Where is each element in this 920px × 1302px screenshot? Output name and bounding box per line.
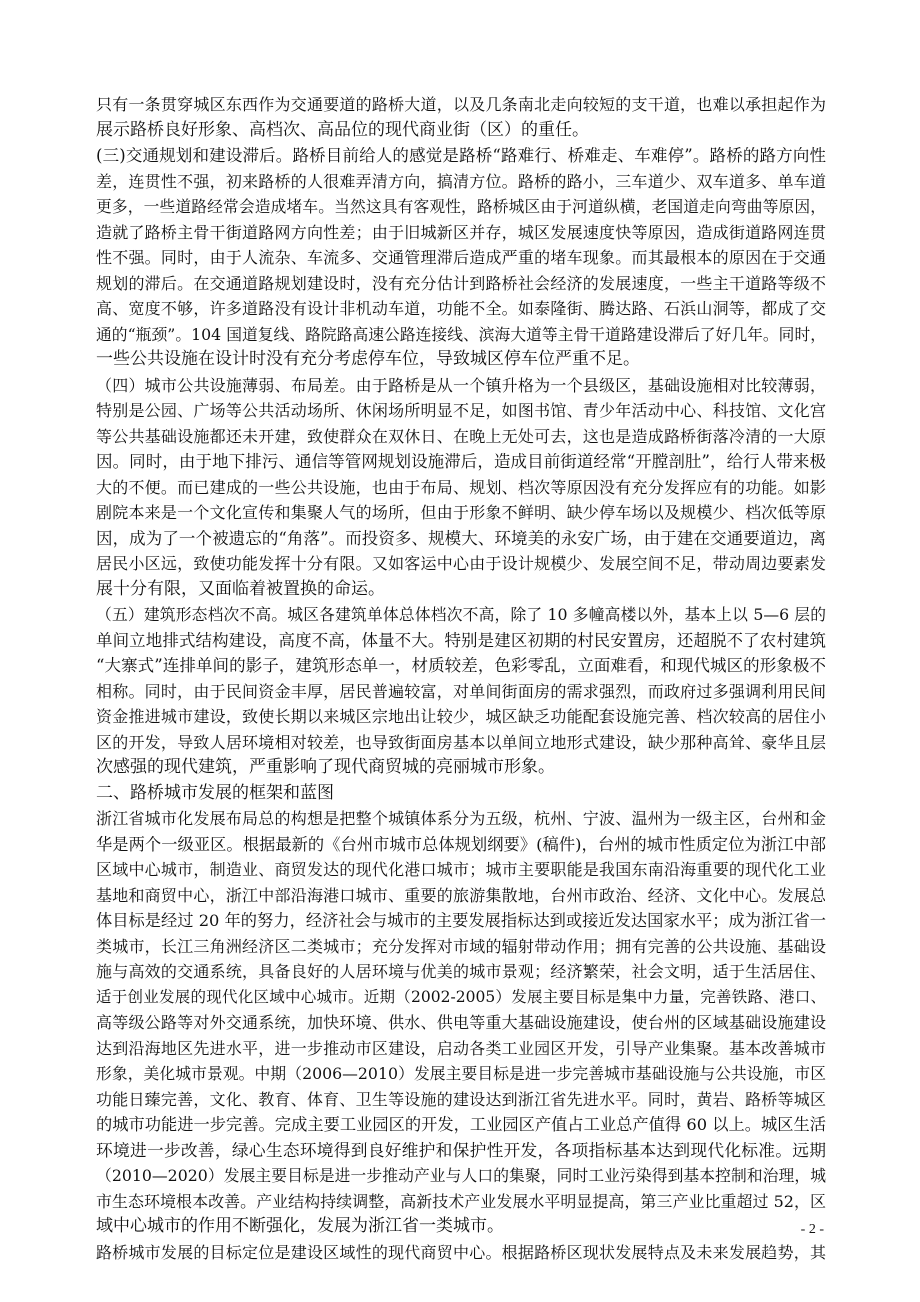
text-line: 环境进一步改善，绿心生态环境得到良好维护和保护性开发，各项指标基本达到现代化标准。远期: [96, 1139, 826, 1160]
text-line: 造就了路桥主骨干街道路网方向性差；由于旧城新区并存，城区发展速度快等原因，造成街道路网连贯: [96, 222, 826, 242]
text-line: 展示路桥良好形象、高档次、高品位的现代商业街（区）的重任。: [96, 119, 589, 140]
text-line: 展十分有限，又面临着被置换的命运。: [96, 578, 385, 599]
text-line: 高等级公路等对外交通系统，加快环境、供水、供电等重大基础设施建设，使台州的区域基础设施建设: [96, 1013, 826, 1032]
text-line: （五）建筑形态档次不高。城区各建筑单体总体档次不高，除了 10 多幢高楼以外，基本上以 5—6 层的: [96, 605, 826, 624]
text-line: (三)交通规划和建设滞后。路桥目前给人的感觉是路桥“路难行、桥难走、车难停”。路桥的路方向性: [96, 146, 826, 165]
text-line: 高、宽度不够，许多道路没有设计非机动车道，功能不全。如泰隆街、腾达路、石浜山洞等，都成了交: [96, 299, 826, 318]
text-line: 差，连贯性不强，初来路桥的人很难弄清方向，搞清方位。路桥的路小，三车道少、双车道多、单车道: [96, 171, 826, 191]
text-line: 单间立地排式结构建设，高度不高，体量不大。特别是建区初期的村民安置房，还超脱不了农村建筑: [96, 630, 826, 650]
text-line: 华是两个一级亚区。根据最新的《台州市城市总体规划纲要》(稿件)，台州的城市性质定位为浙江中部: [96, 834, 826, 854]
text-line: 域中心城市的作用不断强化，发展为浙江省一类城市。: [96, 1216, 504, 1236]
text-line: 二、路桥城市发展的框架和蓝图: [96, 782, 334, 803]
text-line: 区域中心城市，制造业、商贸发达的现代化港口城市；城市主要职能是我国东南沿海重要的现代化工业: [96, 860, 826, 879]
text-line: 体目标是经过 20 年的努力，经济社会与城市的主要发展指标达到或接近发达国家水平；成为浙江省一: [96, 911, 826, 930]
text-line: “大寨式”连排单间的影子，建筑形态单一，材质较差，色彩零乱，立面难看，和现代城区的形象极不: [96, 656, 826, 675]
text-line: 一些公共设施在设计时没有充分考虑停车位，导致城区停车位严重不足。: [96, 349, 640, 369]
text-line: 类城市，长江三角洲经济区二类城市；充分发挥对市域的辐射带动作用；拥有完善的公共设施、基础设: [96, 936, 826, 956]
text-line: 更多，一些道路经常会造成堵车。当然这具有客观性，路桥城区由于河道纵横，老国道走向弯曲等原因，: [96, 197, 826, 216]
text-line: 基地和商贸中心，浙江中部沿海港口城市、重要的旅游集散地，台州市政治、经济、文化中心。发展总: [96, 885, 826, 905]
text-line: 因，成为了一个被遗忘的“角落”。而投资多、规模大、环境美的永安广场，由于建在交通要道边，离: [96, 528, 826, 548]
text-line: 特别是公园、广场等公共活动场所、休闲场所明显不足，如图书馆、青少年活动中心、科技馆、文化宫: [96, 401, 826, 420]
text-line: 性不强。同时，由于人流杂、车流多、交通管理滞后造成严重的堵车现象。而其最根本的原因在于交通: [96, 248, 826, 267]
text-line: （2010—2020）发展主要目标是进一步推动产业与人口的集聚，同时工业污染得到基本控制和治理，城: [96, 1166, 826, 1185]
text-line: 因。同时，由于地下排污、通信等管网规划设施滞后，造成目前街道经常“开膛剖肚”，给行人带来极: [96, 452, 826, 471]
text-line: 施与高效的交通系统，具备良好的人居环境与优美的城市景观；经济繁荣，社会文明，适于生活居住、: [96, 962, 826, 981]
text-line: 等公共基础设施都还未开建，致使群众在双休日、在晚上无处可去，这也是造成路桥街落冷清的一大原: [96, 426, 826, 446]
text-line: （四）城市公共设施薄弱、布局差。由于路桥是从一个镇升格为一个县级区，基础设施相对比较薄弱，: [96, 375, 826, 395]
text-line: 通的“瓶颈”。104 国道复线、路院路高速公路连接线、滨海大道等主骨干道路建设滞后了好几年。同时，: [96, 324, 826, 344]
page-number: - 2 -: [800, 1222, 824, 1237]
text-line: 剧院本来是一个文化宣传和集聚人气的场所，但由于形象不鲜明、缺少停车场以及规模少、档次低等原: [96, 503, 826, 522]
text-line: 市生态环境根本改善。产业结构持续调整，高新技术产业发展水平明显提高，第三产业比重超过 52，区: [96, 1191, 826, 1211]
text-line: 居民小区远，致使功能发挥十分有限。又如客运中心由于设计规模少、发展空间不足，带动周边要素发: [96, 554, 826, 573]
text-line: 达到沿海地区先进水平，进一步推动市区建设，启动各类工业园区开发，引导产业集聚。基本改善城市: [96, 1038, 826, 1058]
document-body: [96, 92, 826, 1265]
text-line: 浙江省城市化发展布局总的构想是把整个城镇体系分为五级，杭州、宁波、温州为一级主区，台州和金: [96, 809, 826, 828]
text-line: 规划的滞后。在交通道路规划建设时，没有充分估计到路桥社会经济的发展速度，一些主干道路等级不: [96, 273, 826, 293]
text-line: 相称。同时，由于民间资金丰厚，居民普遍较富，对单间街面房的需求强烈，而政府过多强调利用民间: [96, 681, 826, 701]
text-line: 适于创业发展的现代化区域中心城市。近期（2002-2005）发展主要目标是集中力量，完善铁路、港口、: [96, 987, 826, 1006]
text-line: 大的不便。而已建成的一些公共设施，也由于布局、规划、档次等原因没有充分发挥应有的功能。如影: [96, 477, 826, 497]
text-line: 形象，美化城市景观。中期（2006—2010）发展主要目标是进一步完善城市基础设施与公共设施，市区: [96, 1064, 826, 1083]
text-line: 区的开发，导致人居环境相对较差，也导致街面房基本以单间立地形式建设，缺少那种高耸、豪华且层: [96, 732, 826, 752]
text-line: 功能日臻完善，文化、教育、体育、卫生等设施的建设达到浙江省先进水平。同时，黄岩、路桥等城区: [96, 1089, 826, 1109]
text-line: 资金推进城市建设，致使长期以来城区宗地出让较少，城区缺乏功能配套设施完善、档次较高的居住小: [96, 707, 826, 726]
text-line: 次感强的现代建筑，严重影响了现代商贸城的亮丽城市形象。: [96, 757, 555, 777]
text-line: 只有一条贯穿城区东西作为交通要道的路桥大道，以及几条南北走向较短的支干道，也难以承担起作为: [96, 95, 826, 114]
text-line: 路桥城市发展的目标定位是建设区域性的现代商贸中心。根据路桥区现状发展特点及未来发展趋势，其: [96, 1242, 826, 1262]
text-line: 的城市功能进一步完善。完成主要工业园区的开发，工业园区产值占工业总产值得 60 以上。城区生活: [96, 1115, 826, 1134]
